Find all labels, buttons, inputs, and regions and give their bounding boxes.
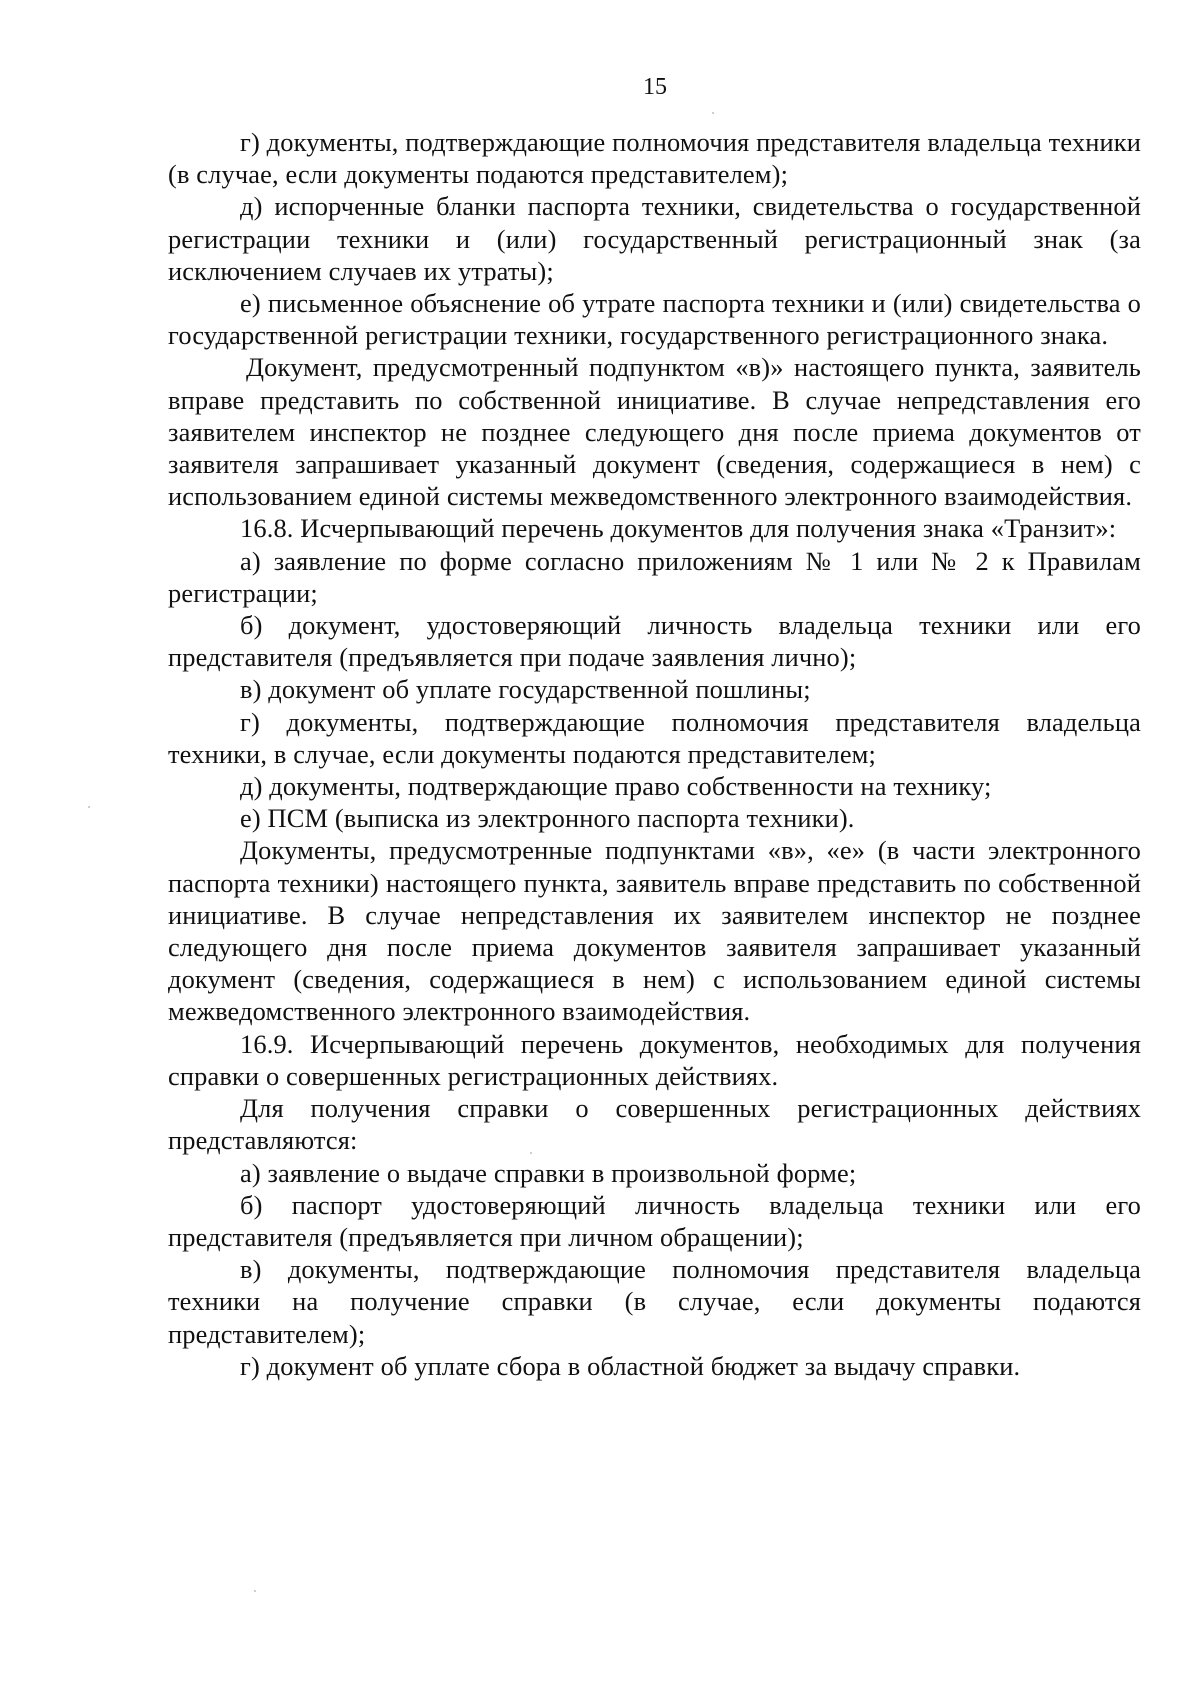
paragraph-16-9-item-b: б) паспорт удостоверяющий личность владельца техники или его представителя (предъявляется при личном обращении); bbox=[168, 1189, 1141, 1252]
paragraph-item-d-spoiled-forms: д) испорченные бланки паспорта техники, свидетельства о государственной регистрации техники и (или) государственный регистрационный знак (за исключением случаев их утраты); bbox=[168, 191, 1141, 286]
paragraph-16-9-item-a: а) заявление о выдаче справки в произвольной форме; bbox=[240, 1157, 857, 1188]
paragraph-section-16-9: 16.9. Исчерпывающий перечень документов, необходимых для получения справки о совершенных регистрационных действиях. bbox=[168, 1028, 1141, 1091]
paragraph-16-8-item-a: а) заявление по форме согласно приложениям № 1 или № 2 к Правилам регистрации; bbox=[168, 545, 1141, 608]
scan-speck bbox=[254, 1590, 256, 1592]
paragraph-16-8-own-initiative-note: Документы, предусмотренные подпунктами «в», «е» (в части электронного паспорта техники) настоящего пункта, заявитель вправе представить по собственной инициативе. В случае непредставления их заявителем инспектор не позднее следующего дня после приема документов заявителя запрашивает указанный документ (сведения, содержащиеся в нем) с использованием единой системы межведомственного электронного взаимодействия. bbox=[168, 835, 1141, 1027]
paragraph-item-g-representative-docs: г) документы, подтверждающие полномочия представителя владельца техники (в случае, если документы подаются представителем); bbox=[168, 127, 1141, 190]
page-number: 15 bbox=[643, 74, 667, 100]
paragraph-item-e-loss-explanation: е) письменное объяснение об утрате паспорта техники и (или) свидетельства о государственной регистрации техники, государственного регистрационного знака. bbox=[168, 288, 1141, 351]
document-body bbox=[168, 126, 1141, 1382]
paragraph-16-9-item-v: в) документы, подтверждающие полномочия представителя владельца техники на получение справки (в случае, если документы подаются представителем); bbox=[168, 1254, 1141, 1349]
scan-speck bbox=[712, 112, 714, 114]
paragraph-own-initiative-note: Документ, предусмотренный подпунктом «в)» настоящего пункта, заявитель вправе представить по собственной инициативе. В случае непредставления его заявителем инспектор не позднее следующего дня после приема документов от заявителя запрашивает указанный документ (сведения, содержащиеся в нем) с использованием единой системы межведомственного электронного взаимодействия. bbox=[168, 352, 1141, 512]
scan-speck bbox=[88, 806, 90, 808]
paragraph-16-8-item-e: е) ПСМ (выписка из электронного паспорта техники). bbox=[240, 803, 855, 834]
paragraph-16-8-item-d: д) документы, подтверждающие право собственности на технику; bbox=[240, 771, 992, 802]
paragraph-16-8-item-g: г) документы, подтверждающие полномочия представителя владельца техники, в случае, если документы подаются представителем; bbox=[168, 706, 1141, 769]
paragraph-section-16-8: 16.8. Исчерпывающий перечень документов для получения знака «Транзит»: bbox=[240, 513, 1117, 544]
scan-speck bbox=[530, 1152, 532, 1154]
paragraph-16-9-intro: Для получения справки о совершенных регистрационных действиях представляются: bbox=[168, 1093, 1141, 1156]
paragraph-16-9-item-g: г) документ об уплате сбора в областной бюджет за выдачу справки. bbox=[240, 1350, 1021, 1381]
paragraph-16-8-item-b: б) документ, удостоверяющий личность владельца техники или его представителя (предъявляется при подаче заявления лично); bbox=[168, 610, 1141, 673]
paragraph-16-8-item-v: в) документ об уплате государственной пошлины; bbox=[240, 674, 811, 705]
